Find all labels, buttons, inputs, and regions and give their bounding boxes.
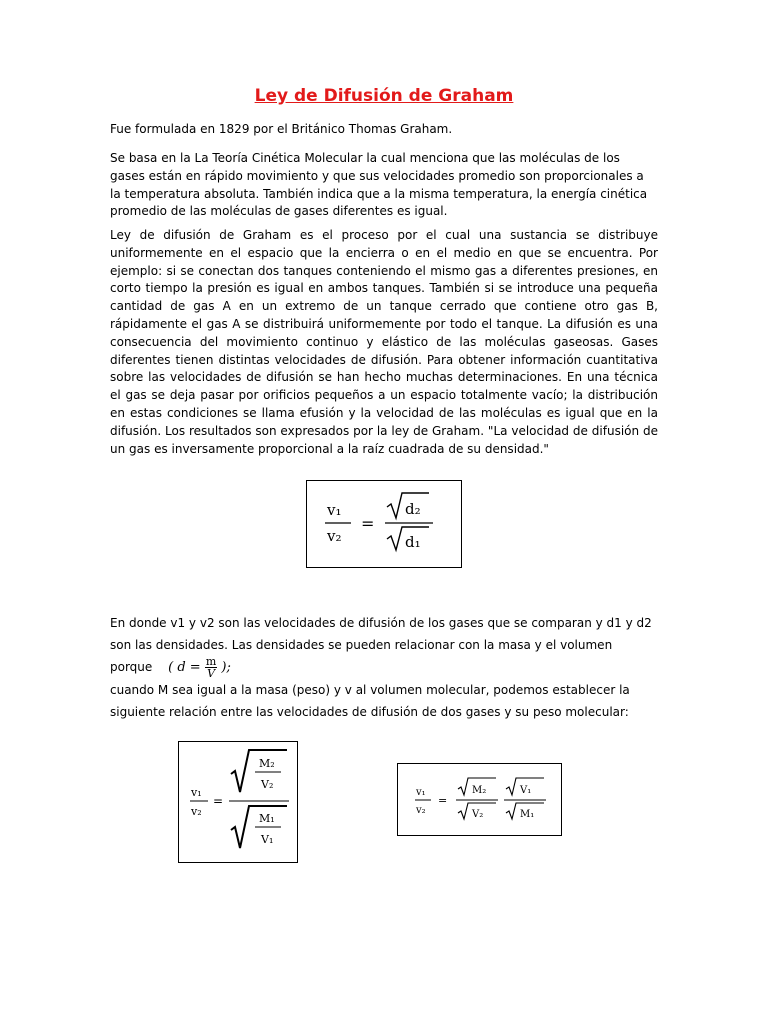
equation-expanded-ratio-graphic: [398, 764, 561, 835]
paragraph-variables-text-end: cuando M sea igual a la masa (peso) y v al volumen molecular, podemos establecer la siguiente relación entre las velocidades de difusión de dos gases y su peso molecular:: [110, 683, 630, 719]
eq1-equals: =: [361, 514, 375, 533]
eq3-M1: M₁: [520, 809, 535, 820]
eq3-v1: v₁: [416, 787, 426, 798]
eq1-v1: v₁: [327, 501, 342, 519]
eq2-equals: =: [213, 794, 224, 808]
eq1-d1: d₁: [405, 533, 421, 551]
equation-density-ratio: [306, 480, 462, 568]
eq2-V2: V₂: [261, 778, 274, 791]
eq3-M2: M₂: [472, 785, 487, 796]
eq1-d2: d₂: [405, 500, 421, 518]
paragraph-variables-text-start: En donde v1 y v2 son las velocidades de difusión de los gases que se comparan y d1 y d2 son las densidades. Las densidades se pueden relacionar con la masa y el volumen porque: [110, 616, 652, 674]
eq2-v1: v₁: [191, 786, 202, 799]
inline-density-formula: [168, 656, 231, 679]
inline-formula-numerator: m: [205, 655, 217, 668]
eq3-V1: V₁: [520, 785, 532, 796]
inline-formula-fraction: [205, 656, 217, 679]
paragraph-diffusion-definition: Ley de difusión de Graham es el proceso por el cual una sustancia se distribuye uniformemente en el espacio que la encierra o en el medio en que se encuentra. Por ejemplo: si se conectan dos tanques conteniendo el mismo gas a diferentes presiones, en corto tiempo la presión es igual en ambos tanques. También si se introduce una pequeña cantidad de gas A en un extremo de un tanque cerrado que contiene otro gas B, rápidamente el gas A se distribuirá uniformemente por todo el tanque. La difusión es una consecuencia del movimiento continuo y elástico de las moléculas gaseosas. Gases diferentes tienen distintas velocidades de difusión. Para obtener información cuantitativa sobre las velocidades de difusión se han hecho muchas determinaciones. En una técnica el gas se deja pasar por orificios pequeños a un espacio totalmente vacío; la distribución en estas condiciones se llama efusión y la velocidad de las moléculas es igual que en la difusión. Los resultados son expresados por la ley de Graham. "La velocidad de difusión de un gas es inversamente proporcional a la raíz cuadrada de su densidad.": [110, 228, 658, 456]
eq2-M1: M₁: [259, 812, 275, 825]
document-title: Ley de Difusión de Graham: [254, 86, 514, 106]
inline-formula-open: (: [168, 660, 174, 675]
equation-molar-mass-ratio: [178, 741, 298, 863]
paragraph-kinetic-theory: Se basa en la La Teoría Cinética Molecular la cual menciona que las moléculas de los gases están en rápido movimiento y que sus velocidades promedio son proporcionales a la temperatura absoluta. También indica que a la misma temperatura, la energía cinética promedio de las moléculas de gases diferentes es igual.: [110, 151, 648, 219]
eq2-v2: v₂: [191, 805, 202, 818]
eq3-v2: v₂: [416, 805, 426, 816]
inline-formula-lhs: d =: [177, 660, 201, 675]
eq3-V2: V₂: [472, 809, 484, 820]
inline-formula-close: );: [221, 660, 231, 675]
paragraph-origin: Fue formulada en 1829 por el Británico Thomas Graham.: [110, 122, 453, 136]
eq3-equals: =: [438, 794, 448, 807]
inline-formula-denominator: V: [207, 667, 216, 680]
paragraph-variables: [110, 612, 658, 723]
equation-expanded-ratio: [397, 763, 562, 836]
eq1-v2: v₂: [327, 527, 342, 545]
eq2-M2: M₂: [259, 757, 275, 770]
equation-density-ratio-graphic: [307, 481, 461, 567]
eq2-V1: V₁: [261, 833, 274, 846]
equation-molar-mass-ratio-graphic: [179, 742, 297, 862]
